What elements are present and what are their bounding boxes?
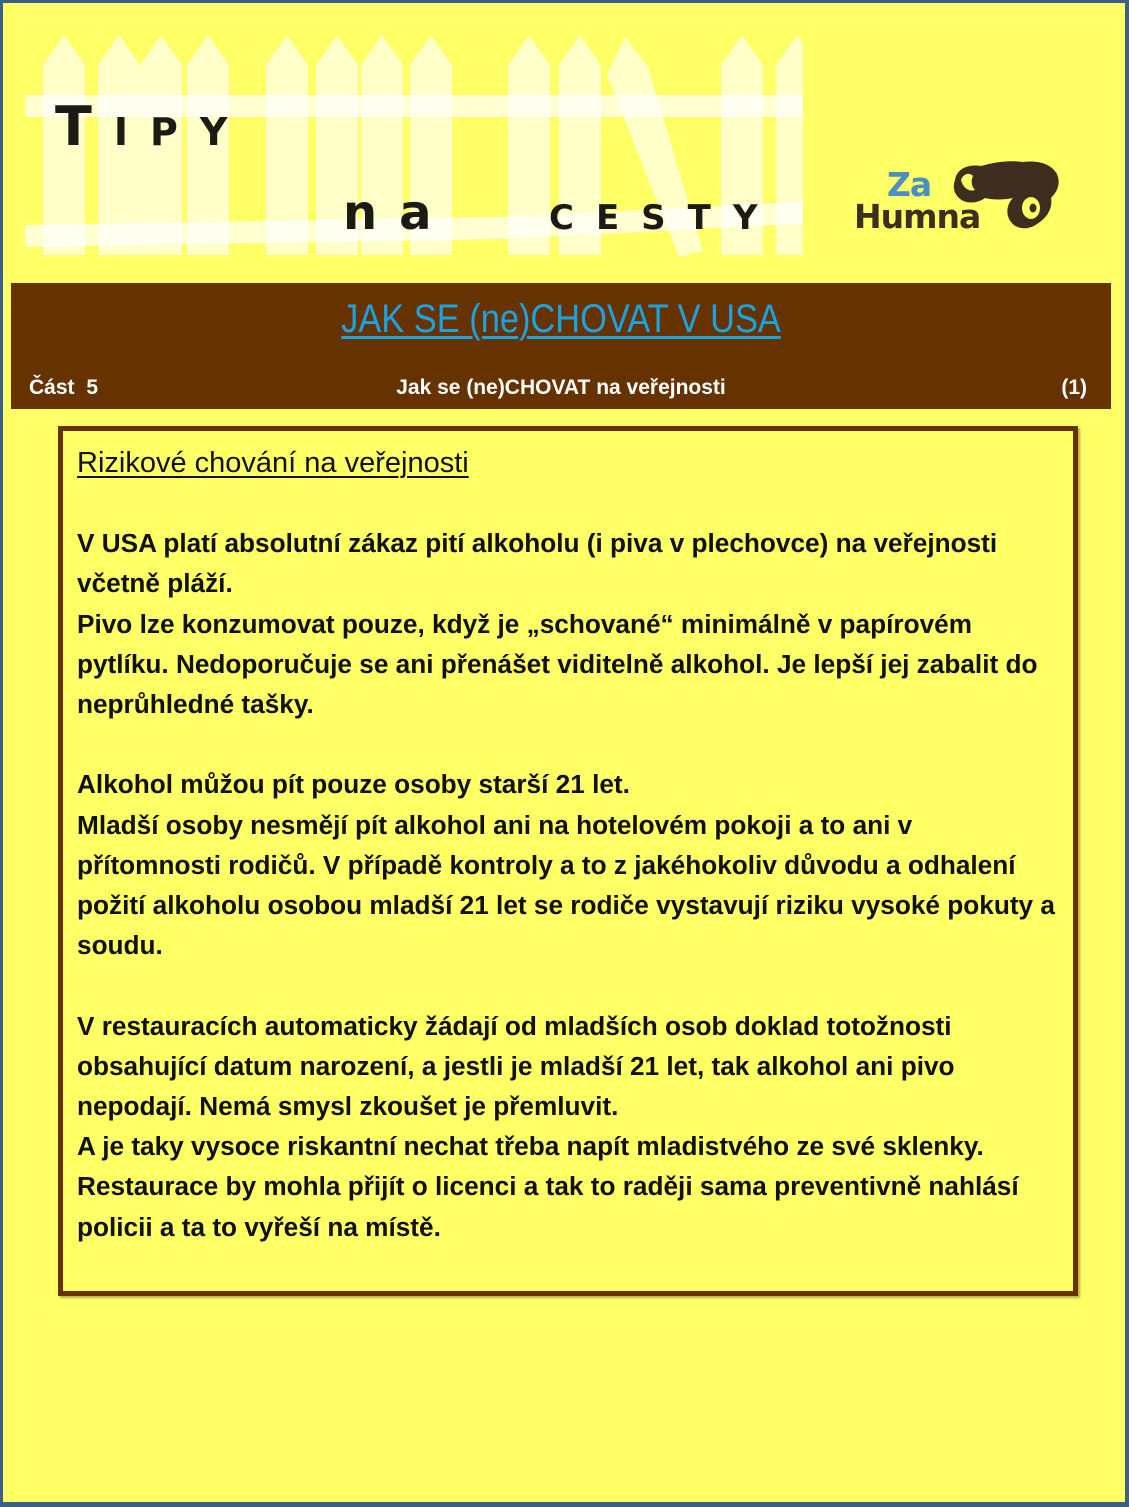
title-band bbox=[11, 283, 1111, 409]
section-subtitle: Jak se (ne)CHOVAT na veřejnosti bbox=[396, 376, 726, 399]
spacer bbox=[77, 965, 1063, 1005]
paragraph: A je taky vysoce riskantní nechat třeba napít mladistvého ze své sklenky. bbox=[77, 1131, 984, 1162]
header-title-cesty: cesty bbox=[549, 185, 780, 241]
paragraph: V restauracích automaticky žádají od mladších osob doklad totožnosti obsahující datum narození, a jestli je mladší 21 let, tak alkohol ani pivo nepodají. Nemá smysl zkoušet je přemluvit. bbox=[77, 1010, 955, 1121]
binoculars-icon bbox=[947, 158, 1062, 248]
page-indicator: (1) bbox=[1061, 376, 1087, 399]
part-label: Část 5 bbox=[29, 376, 99, 399]
content-body bbox=[77, 443, 1063, 1247]
page bbox=[3, 3, 1125, 1502]
paragraph: Mladší osoby nesmějí pít alkohol ani na hotelovém pokoji a to ani v přítomnosti rodičů. V případě kontroly a to z jakéhokoliv důvodu a odhalení požití alkoholu osobou mladší 21 let se rodiče vystavují riziku vysoké pokuty a soudu. bbox=[77, 809, 1055, 961]
content-box bbox=[58, 426, 1078, 1296]
spacer bbox=[77, 483, 1063, 523]
header-title-na: na bbox=[343, 185, 454, 241]
paragraph: Restaurace by mohla přijít o licenci a tak to raději sama preventivně nahlásí policii a ta to vyřeší na místě. bbox=[77, 1171, 1019, 1242]
main-title-link[interactable]: JAK SE (ne)CHOVAT V USA bbox=[341, 297, 781, 341]
band-info-row bbox=[11, 375, 1111, 401]
content-heading: Rizikové chování na veřejnosti bbox=[77, 447, 469, 479]
logo-text-humna: Humna bbox=[854, 197, 981, 236]
header-banner bbox=[3, 3, 1125, 278]
logo-text-za: Za bbox=[887, 165, 932, 204]
za-humna-logo[interactable] bbox=[851, 158, 1066, 248]
paragraph: V USA platí absolutní zákaz pití alkoholu (i piva v plechovce) na veřejnosti včetně pláží. bbox=[77, 528, 998, 599]
spacer bbox=[77, 724, 1063, 764]
header-title-tipy: Tipy bbox=[55, 95, 250, 158]
paragraph: Alkohol můžou pít pouze osoby starší 21 let. bbox=[77, 769, 630, 800]
paragraph: Pivo lze konzumovat pouze, když je „schované“ minimálně v papírovém pytlíku. Nedoporučuje se ani přenášet viditelně alkohol. Je lepší jej zabalit do neprůhledné tašky. bbox=[77, 608, 1038, 719]
